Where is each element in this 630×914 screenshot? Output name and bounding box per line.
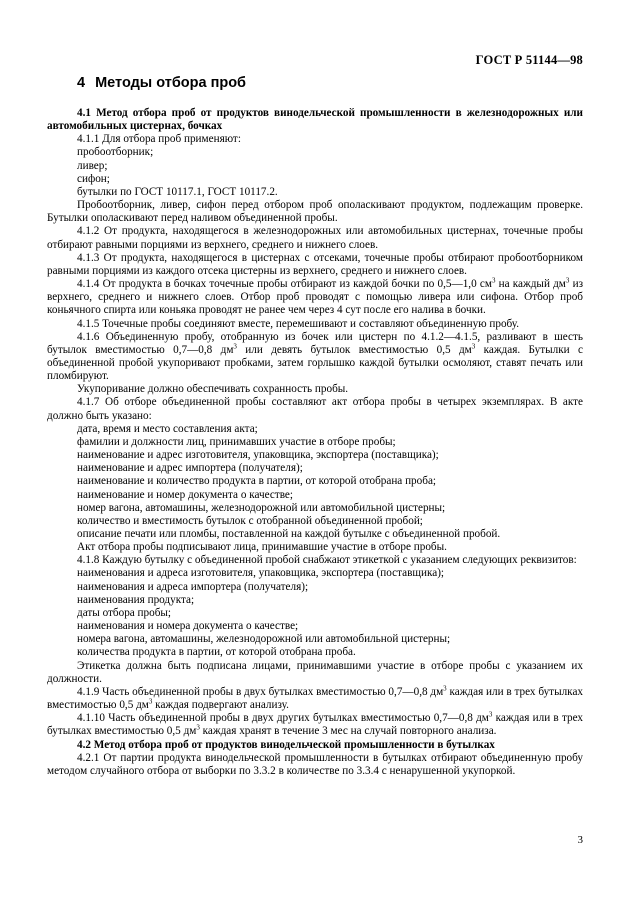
document-body (47, 107, 583, 778)
list-item: наименование и адрес изготовителя, упаковщика, экспортера (поставщика); (77, 449, 439, 462)
section-title-text: Методы отбора проб (95, 75, 247, 91)
page-number: 3 (577, 834, 583, 846)
list-item: наименования и адреса изготовителя, упаковщика, экспортера (поставщика); (77, 567, 445, 580)
paragraph-4-1-1: 4.1.1 Для отбора проб применяют: (77, 133, 241, 146)
list-item: наименование и адрес импортера (получателя); (77, 462, 303, 475)
list-item: бутылки по ГОСТ 10117.1, ГОСТ 10117.2. (77, 185, 278, 198)
standard-number: ГОСТ Р 51144—98 (475, 53, 583, 67)
paragraph-seal: Укупоривание должно обеспечивать сохранность пробы. (77, 383, 349, 396)
paragraph-4-1-5: 4.1.5 Точечные пробы соединяют вместе, перемешивают и составляют объединенную пробу. (77, 317, 520, 330)
list-item: наименование и номер документа о качестве; (77, 488, 294, 501)
list-item: пробоотборник; (77, 146, 154, 159)
list-item: дата, время и место составления акта; (77, 422, 258, 435)
list-item: описание печати или пломбы, поставленной на каждой бутылке с объединенной пробой. (77, 528, 501, 540)
list-item: наименование и количество продукта в партии, от которой отобрана проба; (77, 475, 437, 488)
list-item: наименования и номера документа о качестве; (77, 620, 299, 633)
paragraph-4-2-1: 4.2.1 От партии продукта винодельческой промышленности в бутылках отбирают объединенную пробу методом случайного отбора от выборки по 3.3.2 в количестве по 3.3.4 с ненарушенной укупоркой. (47, 751, 583, 777)
list-item: номер вагона, автомашины, железнодорожной или автомобильной цистерны; (77, 501, 446, 514)
paragraph-rinse: Пробоотборник, ливер, сифон перед отбором проб ополаскивают продуктом, подлежащим проверке. Бутылки ополаскивают перед наливом объединенной пробы. (47, 199, 583, 225)
section-number: 4 (77, 75, 86, 91)
list-item: сифон; (77, 172, 110, 185)
paragraph-act-sign: Акт отбора пробы подписывают лица, принимавшие участие в отборе пробы. (77, 541, 447, 554)
paragraph-4-1-4: 4.1.4 От продукта в бочках точечные пробы отбирают из каждой бочки по 0,5—1,0 $см^3$ на каждый $дм^3$ из верхнего, среднего и нижнего слоев. Отбор проб проводят с помощью ливера или сифона. Отбор проб коньячного спирта или коньяка проводят не ранее чем через 4 сут после его налива в бочки. (47, 276, 583, 317)
section-title (77, 75, 246, 91)
paragraph-4-1-6: 4.1.6 Объединенную пробу, отобранную из бочек или цистерн по 4.1.2—4.1.5, разливают в шесть бутылок вместимостью 0,7—0,8 $дм^3$ или девять бутылок вместимостью 0,5 $дм^3$ каждая. Бутылки с объединенной пробой укупоривают пробками, затем горлышко каждой бутылки осмоляют, ставят печать или пломбируют. (47, 330, 583, 383)
list-item: наименования и адреса импортера (получателя); (77, 580, 309, 593)
list-item: количества продукта в партии, от которой отобрана проба. (77, 646, 356, 659)
subsection-heading-4-1: 4.1 Метод отбора проб от продуктов винодельческой промышленности в железнодорожных или автомобильных цистернах, бочках (47, 107, 583, 133)
paragraph-label-sign: Этикетка должна быть подписана лицами, принимавшими участие в отборе пробы с указанием их должности. (47, 659, 583, 685)
paragraph-4-1-7: 4.1.7 Об отборе объединенной пробы составляют акт отбора пробы в четырех экземплярах. В акте должно быть указано: (47, 396, 583, 422)
subsection-heading-4-2: 4.2 Метод отбора проб от продуктов винодельческой промышленности в бутылках (77, 738, 495, 751)
list-item: ливер; (77, 159, 108, 172)
paragraph-4-1-10: 4.1.10 Часть объединенной пробы в двух других бутылках вместимостью 0,7—0,8 $дм^3$ каждая или в трех бутылках вместимостью 0,5 $дм^3$ каждая хранят в течение 3 мес на случай повторного анализа. (47, 710, 583, 738)
paragraph-4-1-3: 4.1.3 От продукта, находящегося в цистернах с отсеками, точечные пробы отбирают пробоотборником равными порциями из каждого отсека цистерны из верхнего, среднего и нижнего слоев. (47, 251, 583, 277)
list-item: фамилии и должности лиц, принимавших участие в отборе пробы; (77, 435, 396, 448)
list-item: количество и вместимость бутылок с отобранной объединенной пробой; (77, 514, 423, 527)
paragraph-4-1-9: 4.1.9 Часть объединенной пробы в двух бутылках вместимостью 0,7—0,8 $дм^3$ каждая или в трех бутылках вместимостью 0,5 $дм^3$ каждая подвергают анализу. (47, 684, 583, 712)
list-item: даты отбора пробы; (77, 606, 172, 619)
paragraph-4-1-2: 4.1.2 От продукта, находящегося в железнодорожных или автомобильных цистернах, точечные пробы отбирают равными порциями из верхнего, среднего и нижнего слоев. (47, 225, 583, 251)
list-item: номера вагона, автомашины, железнодорожной или автомобильной цистерны; (77, 633, 451, 646)
paragraph-4-1-8: 4.1.8 Каждую бутылку с объединенной пробой снабжают этикеткой с указанием следующих реквизитов: (77, 554, 577, 567)
list-item: наименования продукта; (77, 593, 195, 606)
